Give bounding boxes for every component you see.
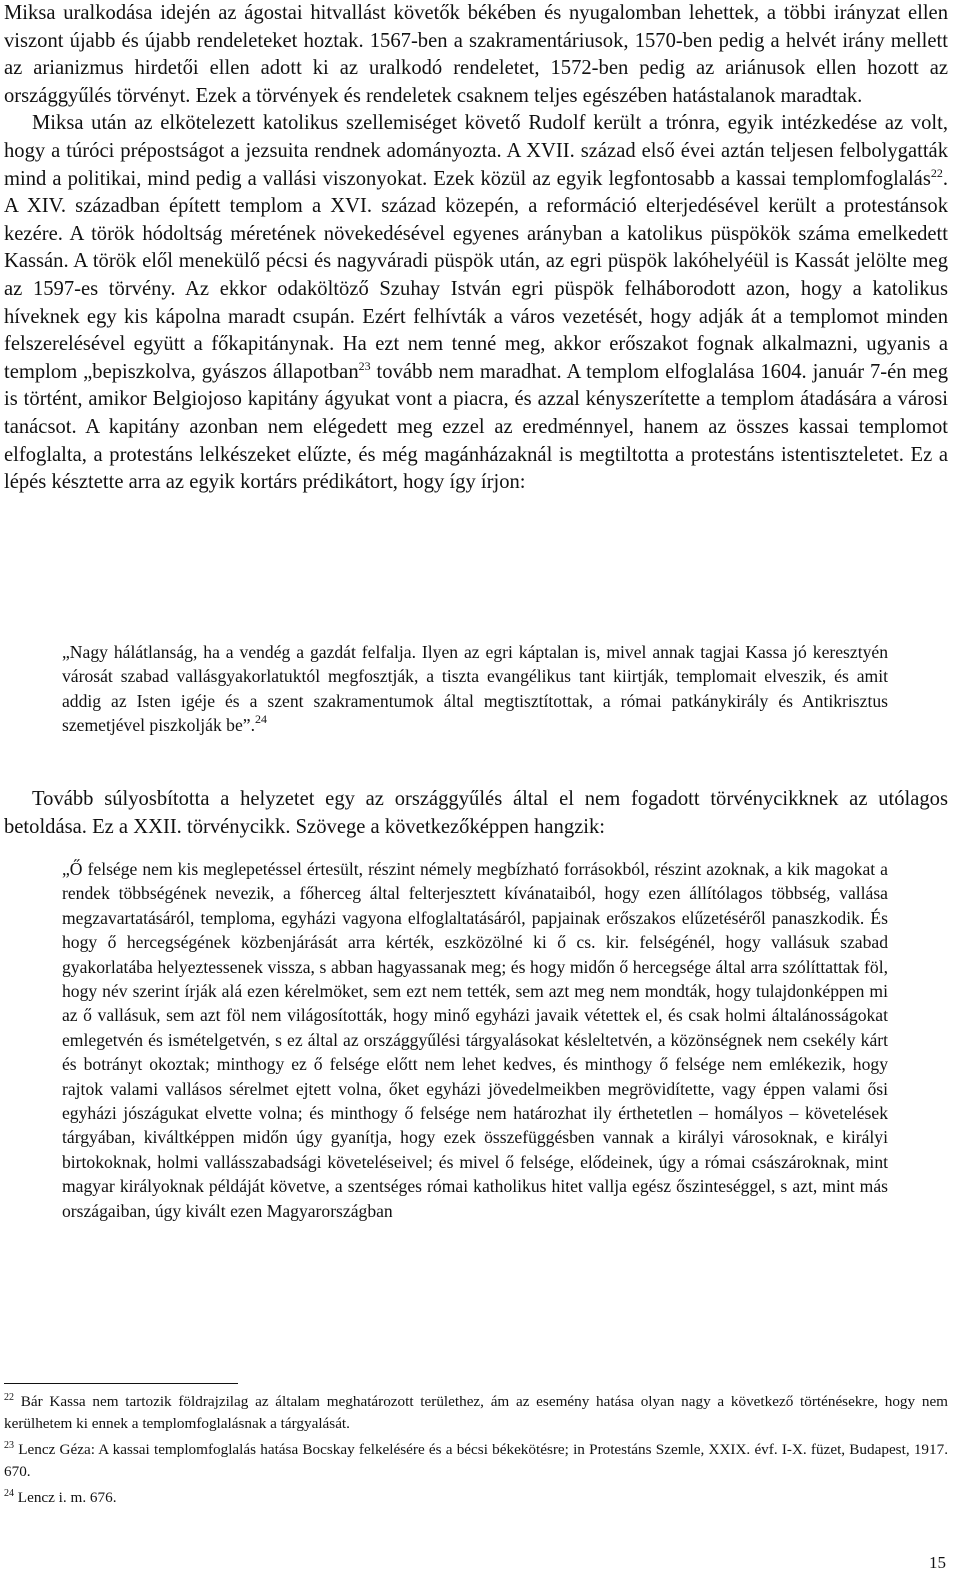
footnote-number: 22: [4, 1392, 14, 1403]
footnote-24: [4, 1487, 948, 1509]
body-text-middle: [4, 786, 948, 841]
paragraph-3: Tovább súlyosbította a helyzetet egy az országgyűlés által el nem fogadott törvénycikknek az utólagos betoldása. Ez a XXII. törvénycikk. Szövege a következőképpen hangzik:: [4, 788, 948, 838]
footnote-divider: [4, 1383, 238, 1384]
paragraph-2-part-2: . A XIV. században épített templom a XVI. század közepén, a reformáció elterjedésével került a protestánsok kezére. A török hódoltság méretének növekedésével egyenes arányban a katolikus püspökök száma emelkedett Kassán. A török elől menekülő pécsi és nagyváradi püspök után, az egri püspök lakóhelyéül is Kassát jelölte meg az 1597-es törvény. Az ekkor odaköltöző Szuhay István egri püspök felháborodott azon, hogy a katolikus híveknek egy kis kápolna maradt csupán. Ezért felhívták a város vezetését, hogy adják át a templomot minden felszerelésével együtt a főkapitánynak. Ha ezt nem tenné meg, akkor erőszakot fognak alkalmazni, ugyanis a templom „bepiszkolva, gyászos állapotban: [4, 167, 948, 383]
page-number: 15: [929, 1553, 946, 1572]
footnote-number: 24: [4, 1487, 14, 1499]
block-quote-1-text: „Nagy hálátlanság, ha a vendég a gazdát felfalja. Ilyen az egri káptalan is, mivel annak tagjai Kassa jó keresztyén városát szabad vallásgyakorlatuktól megfosztják, a tiszta evangélikus tant kiirtják, templomait elveszik, és amit addig az Isten igéje és a szent szakramentumok által megtisztítottak, a római patkánykirály és Antikrisztus szemetjével piszkolják be”.: [62, 642, 888, 736]
paragraph-1: Miksa uralkodása idején az ágostai hitvallást követők békében és nyugalomban lehettek, a többi irányzat ellen viszont újabb és újabb rendeleteket hoztak. 1567-ben a szakramentáriusok, 1570-ben pedig a helvét irány mellett az arianizmus hirdetői ellen adott ki az uralkodó rendeletet, 1572-ben pedig az ariánusok ellen hozott az országgyűlés törvényt. Ezek a törvények és rendeletek csaknem teljes egészében hatástalanok maradtak.: [4, 2, 948, 107]
footnote-text: Lencz Géza: A kassai templomfoglalás hatása Bocskay felkelésére és a bécsi békekötésre; in Protestáns Szemle, XXIX. évf. I-X. füzet, Budapest, 1917. 670.: [4, 1440, 948, 1481]
body-text-top: [4, 0, 948, 497]
paragraph-2-part-3: tovább nem maradhat. A templom elfoglalása 1604. január 7-én meg is történt, amikor Belgiojoso kapitány ágyukat vont a piacra, és azzal kényszerítette a templom átadására a városi tanácsot. A kapitány azonban nem elégedett meg ezzel az eredménnyel, hanem az összes kassai templomot elfoglalta, a protestáns lelkészeket elűzte, és még magánházaknál is megtiltotta a protestáns istentiszteletet. Ez a lépés késztette arra az egyik kortárs prédikátort, hogy így írjon:: [4, 360, 948, 494]
footnote-22: [4, 1391, 948, 1436]
paragraph-2-part-1: Miksa után az elkötelezett katolikus szellemiséget követő Rudolf került a trónra, egyik intézkedése az volt, hogy a túróci prépostságot a jezsuita rendnek adományozta. A XVII. század első évei aztán teljesen felbolygatták mind a politikai, mind pedig a vallási viszonyokat. Ezek közül az egyik legfontosabb a kassai templomfoglalás: [4, 112, 948, 190]
footnote-text: Lencz i. m. 676.: [17, 1488, 117, 1506]
footnote-text: Bár Kassa nem tartozik földrajzilag az általam meghatározott területhez, ám az esemény hatása olyan nagy a következő történésekre, hogy nem kerülhetem ki ennek a templomfoglalásnak a tárgyalását.: [4, 1393, 948, 1433]
footnote-number: 23: [4, 1439, 14, 1451]
block-quote-2-text: „Ő felsége nem kis meglepetéssel értesült, részint némely megbízható forrásokból, részint azoknak, a kik magokat a rendek többségének nevezik, a főherceg által felterjesztett kívánataiból, hogy ezen állítólagos többség, vallása megzavartatásáról, temploma, egyházi vagyona elfoglaltatásáról, papjainak erőszakos elűzetéséről panaszkodik. És hogy ő hercegségének közbenjárását arra kérték, eszközölné ki ő cs. kir. felségénél, hogy vallásuk szabad gyakorlatába helyeztessenek vissza, s abban hagyassanak meg; és hogy midőn ő hercegsége által arra szólíttattak föl, hogy név szerint írják alá ezen kérelmöket, sem ezt nem tették, sem azt meg nem mondták, hogy tulajdonképpen mi az ő vallásuk, sem azt föl nem világosították, hogy minő egyházi javaik vétettek el, és csak holmi általánosságokat emlegetvén és ismételgetvén, s ez által az országgyűlési tárgyalásokat késleltetvén, a közönségnek nem csekély kárt és botrányt okoztak; minthogy ez ő felsége előtt nem lehet kedves, és minthogy ő felsége nem emlékezik, hogy rajtok valami vallásos sérelmet ejtett volna, őket egyházi jövedelmeikben megrövidítette, vagy éppen valami ősi egyházi jószágukat elvette volna; és minthogy ő felsége nem határozhat ily érthetetlen – homályos – követelések tárgyában, kiváltképpen midőn úgy gyanítja, hogy ezek összefüggésben vannak a királyi városoknak, e királyi birtokoknak, holmi vallásszabadsági követeléseivel; és mivel ő felsége, elődeinek, úgy a római császároknak, mint magyar királyoknak példáját követve, a szentséges római katholikus hitet vallja egész őszinteséggel, s azt, mint más országaiban, úgy kivált ezen Magyarországban: [62, 859, 888, 1221]
footnote-23: [4, 1439, 948, 1484]
paragraph-2: [4, 110, 948, 496]
block-quote-1: [62, 640, 888, 738]
footnote-ref-24[interactable]: 24: [254, 712, 267, 727]
footnote-ref-23[interactable]: 23: [358, 358, 371, 373]
footnote-ref-22[interactable]: 22: [930, 165, 943, 180]
block-quote-2: [62, 857, 888, 1223]
footnotes: [4, 1391, 948, 1512]
